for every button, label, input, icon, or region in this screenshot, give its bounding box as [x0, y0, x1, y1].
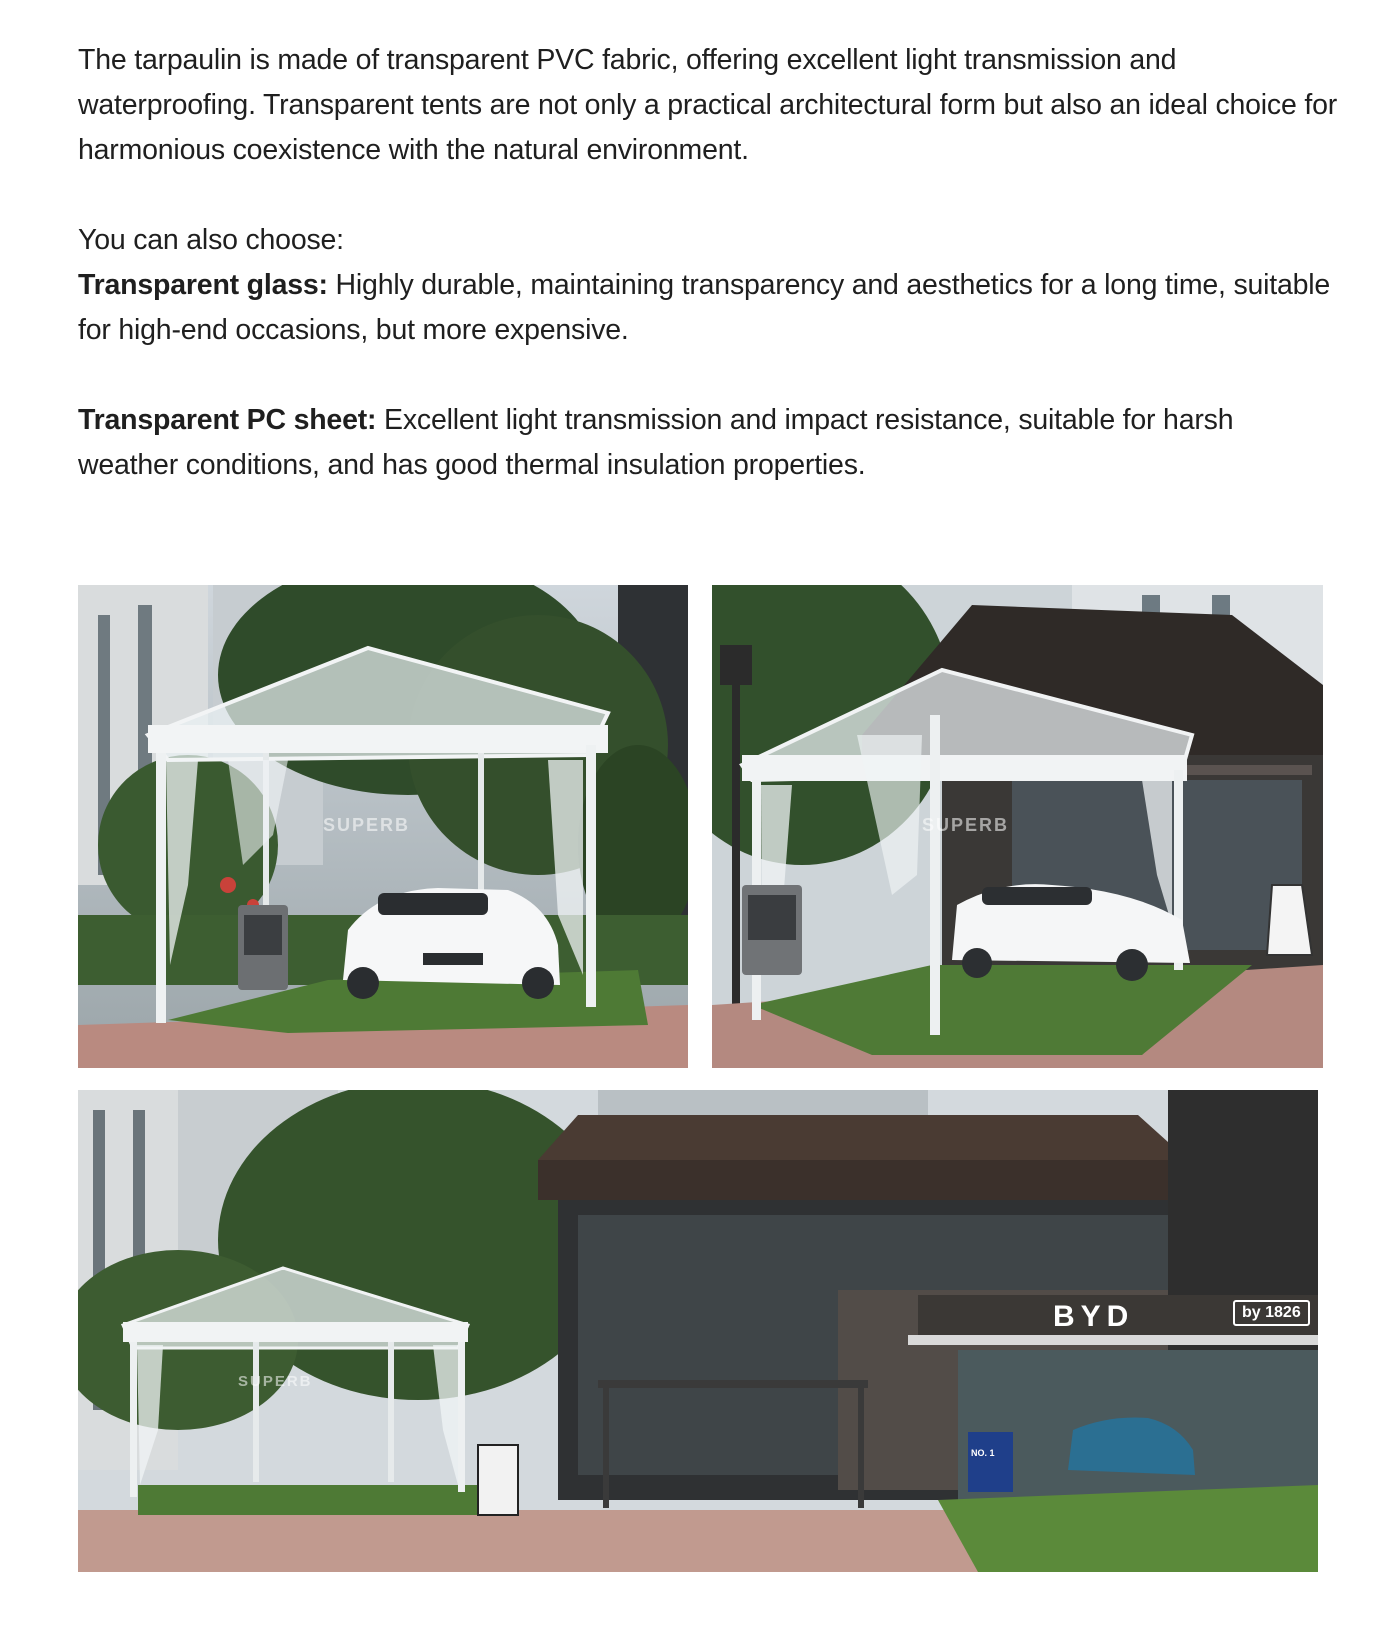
intro-paragraph: The tarpaulin is made of transparent PVC fabric, offering excellent light transmission and waterproofing. Transparent tents are not only a practical architectural form but also an ideal choice for harmonious coexistence with the natural environment.	[78, 44, 1338, 166]
byd-logo: BYD	[1053, 1300, 1135, 1333]
watermark-text: SUPERB	[922, 815, 1010, 835]
tent-photo-side	[712, 585, 1323, 1068]
watermark-text: SUPERB	[323, 815, 411, 835]
tent-photo-front	[78, 585, 688, 1068]
pc-option-text: Excellent light transmission and impact resistance, suitable for harsh weather conditions, and has good thermal insulation properties.	[78, 404, 1234, 481]
glass-option-label: Transparent glass:	[78, 269, 328, 301]
tent-photo-showroom	[78, 1090, 1318, 1572]
glass-option-text: Highly durable, maintaining transparency and aesthetics for a long time, suitable for high-end occasions, but more expensive.	[78, 269, 1331, 346]
promo-sign-text: NO. 1	[971, 1448, 995, 1458]
spacer	[78, 353, 1338, 398]
pc-option-label: Transparent PC sheet:	[78, 404, 377, 436]
watermark-text: SUPERB	[238, 1373, 313, 1390]
article-text	[78, 38, 1338, 488]
byd-suffix-badge: by 1826	[1233, 1300, 1310, 1326]
glass-option	[78, 263, 1338, 353]
spacer	[78, 173, 1338, 218]
choose-line: You can also choose:	[78, 224, 344, 256]
pc-option	[78, 398, 1338, 488]
